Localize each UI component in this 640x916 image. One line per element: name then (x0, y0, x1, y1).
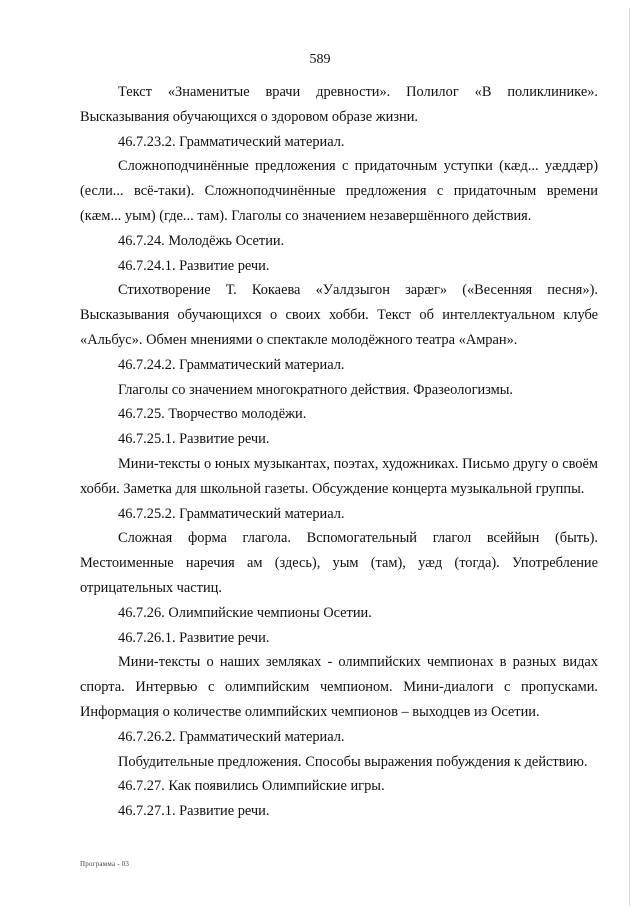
heading-46-7-24: 46.7.24. Молодёжь Осетии. (118, 232, 285, 249)
paragraph-olympic-champions: Мини-тексты о наших земляках - олимпийских чемпионах в разных видах спорта. Интервью с олимпийским чемпионом. Мини-диалоги с пропусками. Информация о количестве олимпийских чемпионов – выходцев из Осетии. (80, 654, 598, 720)
heading-46-7-25: 46.7.25. Творчество молодёжи. (118, 406, 307, 423)
heading-46-7-23-2: 46.7.23.2. Грамматический материал. (118, 133, 345, 150)
heading-46-7-27: 46.7.27. Как появились Олимпийские игры. (118, 778, 385, 795)
footer-program-label: Программа - 03 (80, 860, 130, 868)
heading-46-7-25-2: 46.7.25.2. Грамматический материал. (118, 505, 345, 522)
paragraph-text-famous-doctors: Текст «Знаменитые врачи древности». Полилог «В поликлинике». Высказывания обучающихся о здоровом образе жизни. (80, 84, 598, 125)
heading-46-7-24-2: 46.7.24.2. Грамматический материал. (118, 356, 345, 373)
heading-46-7-26-2: 46.7.26.2. Грамматический материал. (118, 728, 345, 745)
paragraph-complex-verb-form: Сложная форма глагола. Вспомогательный глагол всеййын (быть). Местоименные наречия ам (здесь), уым (там), уæд (тогда). Употребление отрицательных частиц. (80, 530, 598, 596)
paragraph-complex-sentences: Сложноподчинённые предложения с придаточным уступки (кæд... уæддæр) (если... всё-таки). Сложноподчинённые предложения с придаточным времени (кæм... уым) (где... там). Глаголы со значением незавершённого действия. (80, 158, 598, 224)
paragraph-repeated-action-verbs: Глаголы со значением многократного действия. Фразеологизмы. (118, 381, 514, 398)
heading-46-7-25-1: 46.7.25.1. Развитие речи. (118, 431, 270, 448)
paragraph-imperative-sentences: Побудительные предложения. Способы выражения побуждения к действию. (118, 753, 588, 770)
heading-46-7-26: 46.7.26. Олимпийские чемпионы Осетии. (118, 604, 372, 621)
heading-46-7-24-1: 46.7.24.1. Развитие речи. (118, 257, 270, 274)
page-number: 589 (309, 52, 331, 67)
heading-46-7-27-1: 46.7.27.1. Развитие речи. (118, 803, 270, 820)
heading-46-7-26-1: 46.7.26.1. Развитие речи. (118, 629, 270, 646)
paragraph-mini-texts-musicians: Мини-тексты о юных музыкантах, поэтах, художниках. Письмо другу о своём хобби. Заметка для школьной газеты. Обсуждение концерта музыкальной группы. (80, 455, 598, 497)
paragraph-poem-kokaev: Стихотворение Т. Кокаева «Уалдзыгон зарæг» («Весенняя песня»). Высказывания обучающихся о своих хобби. Текст об интеллектуальном клубе «Альбус». Обмен мнениями о спектакле молодёжного театра «Амран». (80, 282, 598, 348)
page-edge (629, 8, 630, 906)
document-body (80, 80, 598, 824)
